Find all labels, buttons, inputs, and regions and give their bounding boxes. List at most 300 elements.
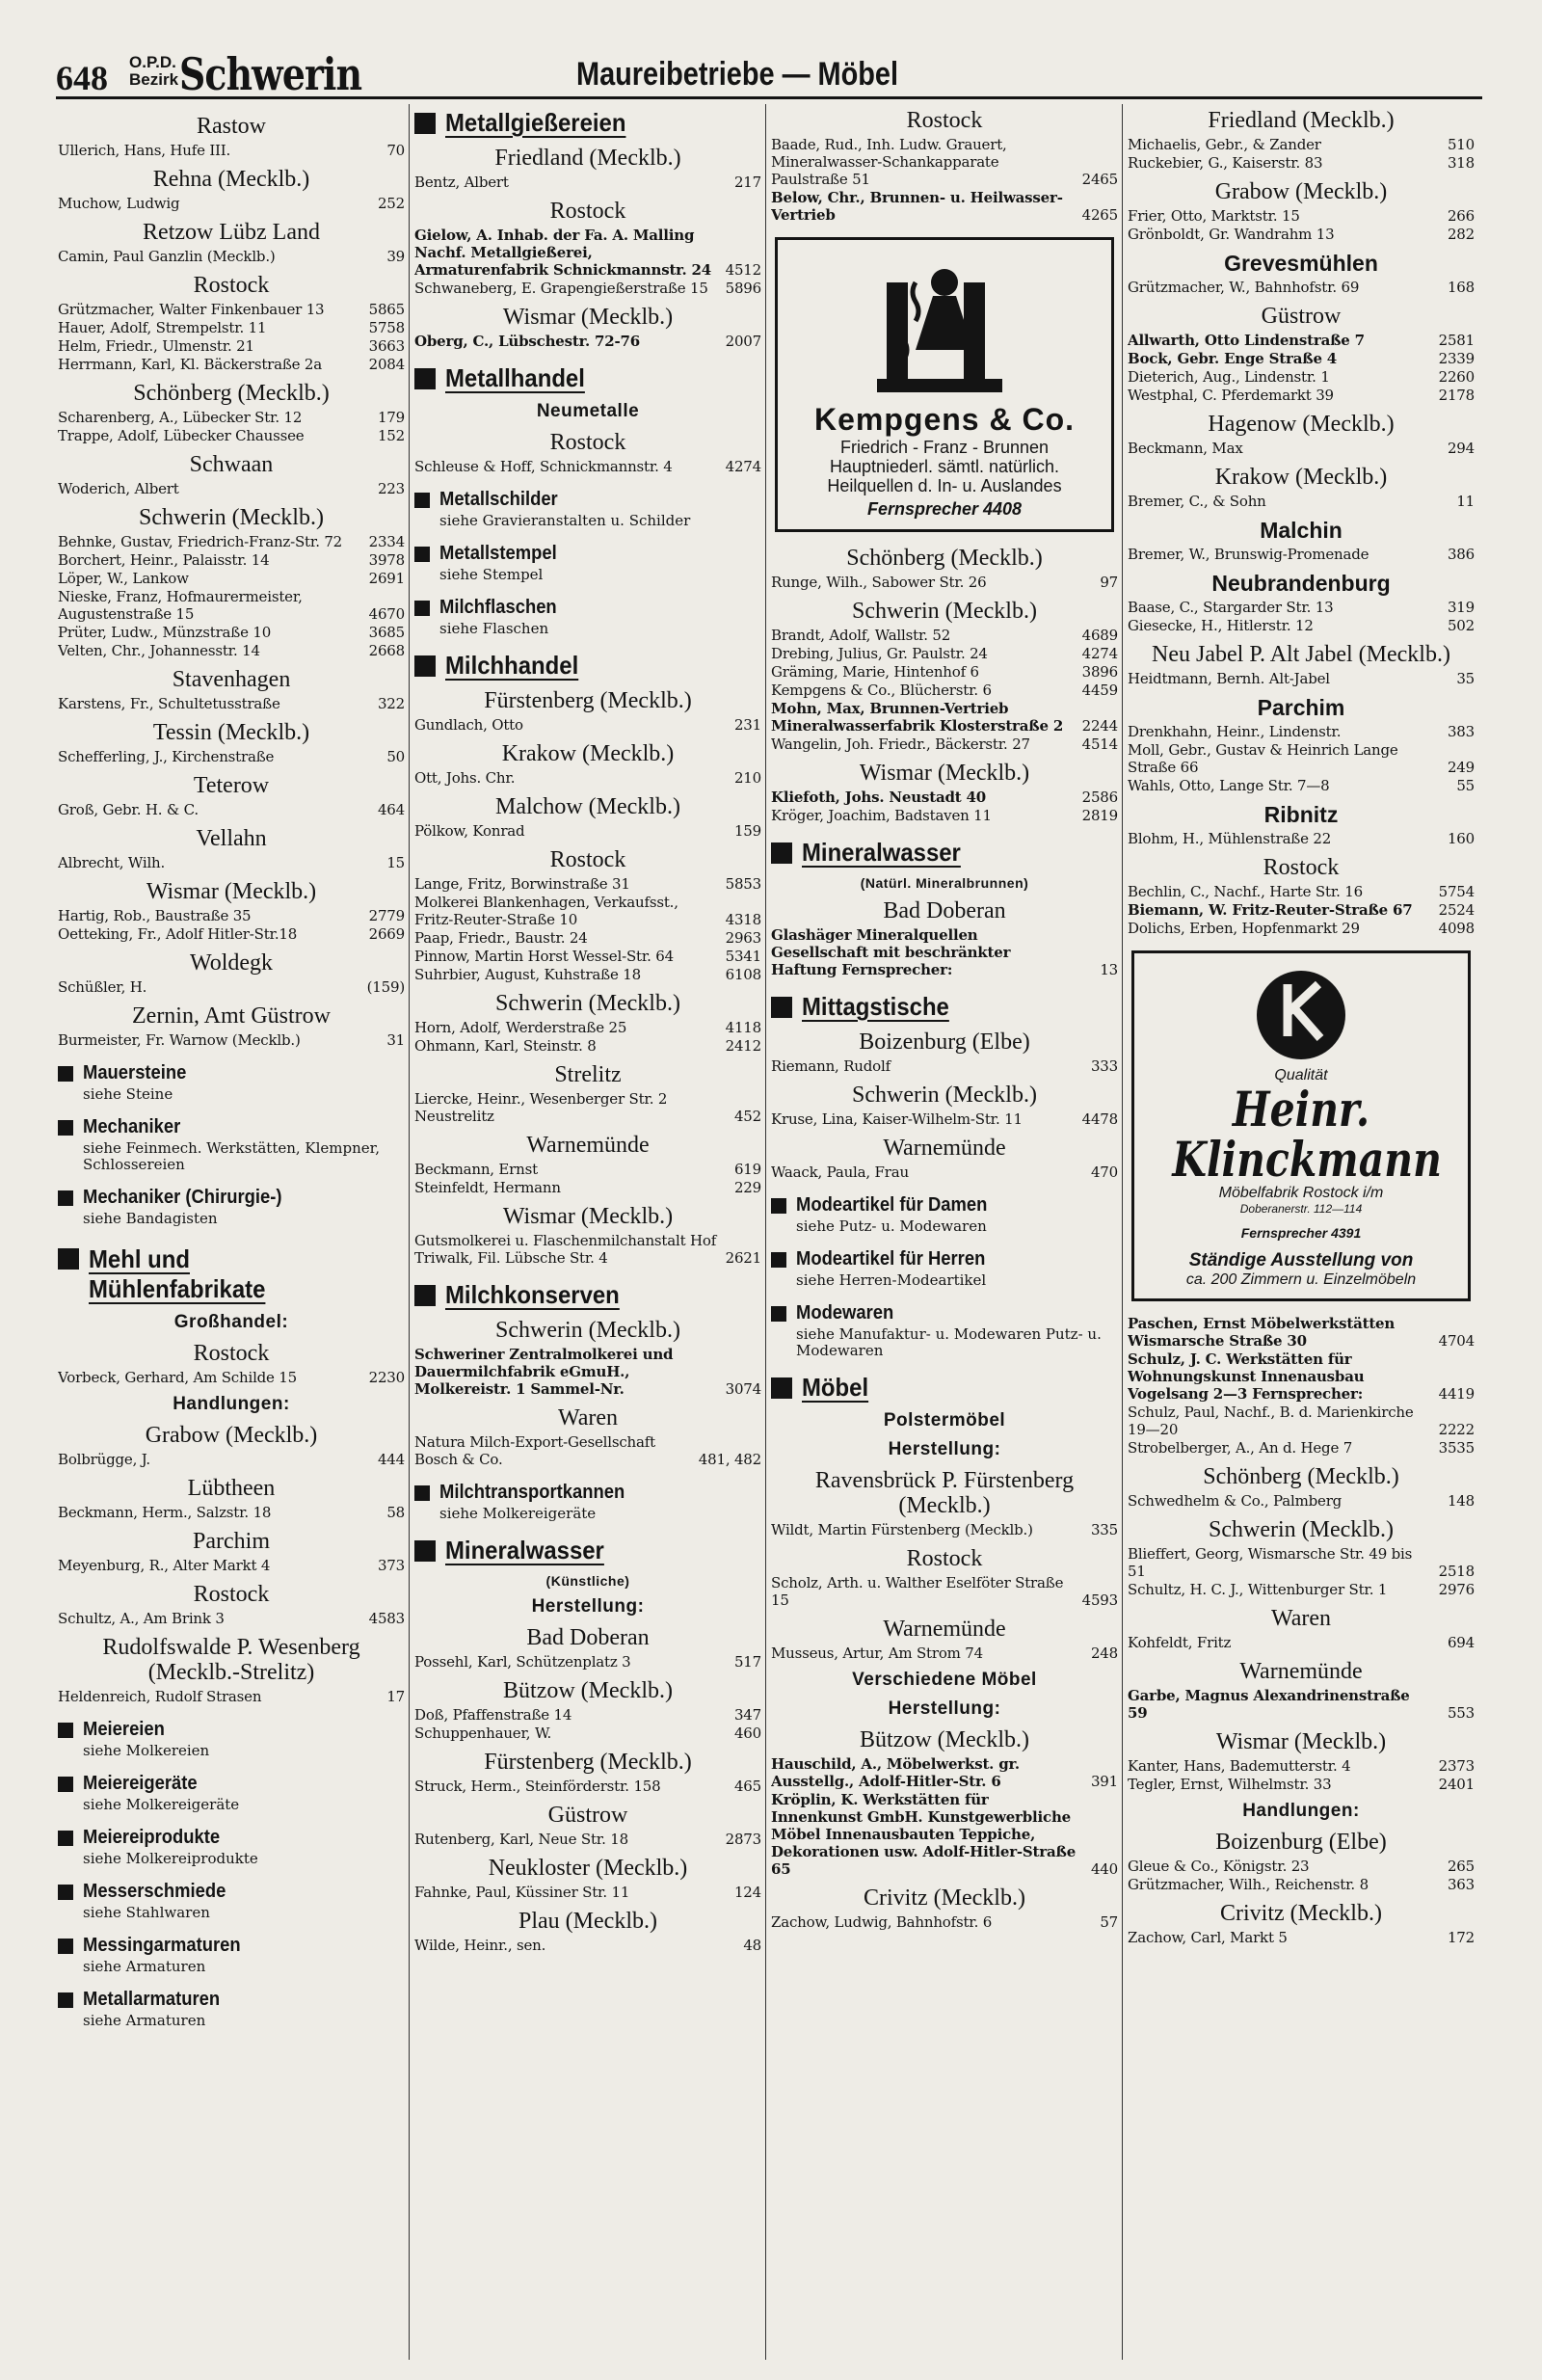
section-title: Metallschilder	[439, 489, 558, 510]
listing-entry	[771, 807, 1118, 824]
listing-entry	[414, 822, 761, 840]
entry-phone: 5896	[725, 280, 761, 297]
group-list	[771, 108, 1118, 224]
entry-name: Grützmacher, W., Bahnhofstr. 69	[1128, 279, 1360, 296]
section-heading	[414, 1280, 761, 1310]
entry-phone: 2244	[1081, 717, 1118, 735]
section-heading	[58, 1935, 405, 1957]
section-list	[414, 489, 761, 637]
entry-name: Gräming, Marie, Hintenhof 6	[771, 663, 979, 681]
see-reference: siehe Steine	[83, 1085, 173, 1103]
entry-name: Camin, Paul Ganzlin (Mecklb.)	[58, 248, 276, 265]
entry-name: Borchert, Heinr., Palaisstr. 14	[58, 551, 270, 569]
entry-name: Liercke, Heinr., Wesenberger Str. 2 Neustrelitz	[414, 1090, 668, 1125]
entry-phone: 318	[1447, 154, 1475, 172]
entry-name: Zachow, Ludwig, Bahnhofstr. 6	[771, 1913, 993, 1931]
place-heading: Bützow (Mecklb.)	[503, 1678, 673, 1703]
ad-phone: Fernsprecher 4408	[866, 499, 1023, 519]
entry-phone: 510	[1447, 136, 1475, 153]
group-list	[1128, 1315, 1475, 1793]
listing-entry	[1128, 279, 1475, 296]
listing-entry	[1128, 368, 1475, 386]
subheading: Handlungen:	[173, 1394, 290, 1414]
listing-entry	[414, 1037, 761, 1055]
entry-name: Horn, Adolf, Werderstraße 25	[414, 1019, 627, 1036]
place-heading: Plau (Mecklb.)	[518, 1909, 657, 1934]
section-heading	[414, 651, 761, 681]
section-bullet	[771, 997, 792, 1018]
section-heading	[414, 597, 761, 619]
listing-entry	[58, 1369, 405, 1386]
listing-entry	[58, 427, 405, 444]
see-reference: siehe Feinmech. Werkstätten, Klempner, Schlossereien	[83, 1139, 380, 1173]
see-reference: siehe Herren-Modeartikel	[796, 1271, 987, 1289]
section-title: Mehl und	[89, 1244, 190, 1273]
entry-phone: 517	[733, 1653, 761, 1671]
entry-phone: 58	[386, 1504, 405, 1521]
entry-name: Dolichs, Erben, Hopfenmarkt 29	[1128, 920, 1360, 937]
entry-phone: 4274	[725, 458, 761, 475]
listing-entry	[1128, 1929, 1475, 1946]
group-list	[771, 898, 1118, 978]
listing-entry	[1128, 670, 1475, 687]
ad-title: Kempgens & Co.	[813, 402, 1076, 437]
place-heading: Vellahn	[196, 826, 267, 851]
listing-entry	[58, 907, 405, 924]
section-heading	[771, 1302, 1118, 1324]
section-heading	[58, 1116, 405, 1138]
listing-entry	[414, 458, 761, 475]
place-heading: Schwaan	[189, 452, 274, 477]
place-heading: Wismar (Mecklb.)	[146, 879, 317, 904]
entry-phone: 481, 482	[698, 1451, 761, 1468]
section-bullet	[58, 1190, 73, 1206]
place-heading: Schwerin (Mecklb.)	[139, 505, 324, 530]
entry-name: Pölkow, Konrad	[414, 822, 525, 840]
entry-phone: 2524	[1438, 901, 1475, 919]
section-list	[58, 1719, 405, 2029]
header-city: Schwerin	[179, 48, 362, 100]
section-bullet	[58, 1939, 73, 1954]
section-bullet	[414, 368, 436, 389]
entry-phone: 363	[1447, 1876, 1475, 1893]
section-heading	[58, 1187, 405, 1209]
entry-phone: 4118	[725, 1019, 761, 1036]
place-heading: Rostock	[549, 847, 626, 872]
ad-line: Möbelfabrik Rostock i/m	[1218, 1185, 1384, 1201]
entry-phone: (159)	[366, 978, 405, 996]
entry-name: Ullerich, Hans, Hufe III.	[58, 142, 231, 159]
entry-name: Garbe, Magnus Alexandrinenstraße 59	[1128, 1687, 1410, 1722]
entry-name: Heidtmann, Bernh. Alt-Jabel	[1128, 670, 1330, 687]
entry-name: Bechlin, C., Nachf., Harte Str. 16	[1128, 883, 1363, 900]
entry-name: Paschen, Ernst Möbelwerkstätten Wismarsche Straße 30	[1128, 1315, 1396, 1350]
entry-phone: 31	[386, 1031, 405, 1049]
entry-name: Biemann, W. Fritz-Reuter-Straße 67	[1128, 901, 1413, 919]
section-title: Modeartikel für Damen	[796, 1194, 988, 1216]
listing-entry	[1128, 1545, 1475, 1580]
see-reference: siehe Bandagisten	[83, 1210, 218, 1227]
place-heading: Schwerin (Mecklb.)	[852, 1083, 1037, 1108]
listing-entry	[58, 319, 405, 336]
listing-entry	[771, 926, 1118, 978]
entry-phone: 319	[1447, 599, 1475, 616]
listing-entry	[771, 682, 1118, 699]
section-title: Milchhandel	[445, 651, 579, 680]
section-heading	[58, 1244, 405, 1304]
entry-phone: 3663	[368, 337, 405, 355]
entry-phone: 4512	[725, 261, 761, 279]
listing-entry	[414, 1778, 761, 1795]
section-bullet	[58, 1831, 73, 1846]
entry-name: Wangelin, Joh. Friedr., Bäckerstr. 27	[771, 735, 1030, 753]
entry-name: Kruse, Lina, Kaiser-Wilhelm-Str. 11	[771, 1110, 1023, 1128]
place-heading: Rudolfswalde P. Wesenberg (Mecklb.-Strelitz)	[102, 1635, 360, 1685]
entry-name: Herrmann, Karl, Kl. Bäckerstraße 2a	[58, 356, 323, 373]
entry-name: Rutenberg, Karl, Neue Str. 18	[414, 1831, 628, 1848]
listing-entry	[58, 248, 405, 265]
listing-entry	[1128, 920, 1475, 937]
section-bullet	[58, 1777, 73, 1792]
entry-phone: 229	[733, 1179, 761, 1196]
entry-name: Fahnke, Paul, Küssiner Str. 11	[414, 1884, 630, 1901]
entry-phone: 2586	[1081, 789, 1118, 806]
listing-entry	[414, 875, 761, 893]
subheading: (Natürl. Mineralbrunnen)	[860, 875, 1029, 891]
place-heading: Fürstenberg (Mecklb.)	[484, 1750, 692, 1775]
entry-phone: 4419	[1438, 1385, 1475, 1403]
section-title: Meiereigeräte	[83, 1773, 198, 1794]
place-heading: Schwerin (Mecklb.)	[495, 1318, 680, 1343]
entry-phone: 2819	[1081, 807, 1118, 824]
place-heading: Zernin, Amt Güstrow	[132, 1003, 331, 1029]
group-list	[414, 146, 761, 350]
entry-name: Ott, Johs. Chr.	[414, 769, 516, 787]
entry-name: Helm, Friedr., Ulmenstr. 21	[58, 337, 254, 355]
listing-entry	[414, 966, 761, 983]
entry-phone: 148	[1447, 1492, 1475, 1510]
entry-phone: 70	[386, 142, 405, 159]
entry-phone: 2581	[1438, 332, 1475, 349]
entry-phone: 179	[377, 409, 405, 426]
entry-name: Schleuse & Hoff, Schnickmannstr. 4	[414, 458, 673, 475]
entry-phone: 2084	[368, 356, 405, 373]
entry-name: Baade, Rud., Inh. Ludw. Grauert, Mineralwasser-Schankapparate Paulstraße 51	[771, 136, 1007, 188]
entry-name: Wilde, Heinr., sen.	[414, 1937, 546, 1954]
entry-phone: 2963	[725, 929, 761, 947]
advertisement-klinckmann	[1131, 950, 1471, 1301]
section-bullet	[771, 1306, 786, 1322]
entry-phone: 386	[1447, 546, 1475, 563]
listing-entry	[771, 1110, 1118, 1128]
entry-name: Kröplin, K. Werkstätten für Innenkunst GmbH. Kunstgewerbliche Möbel Innenausbauten Teppiche, Dekorationen usw. Adolf-Hitler-Straße 65	[771, 1791, 1077, 1878]
entry-name: Gutsmolkerei u. Flaschenmilchanstalt Hof Triwalk, Fil. Lübsche Str. 4	[414, 1232, 717, 1267]
column-3	[771, 106, 1118, 2362]
entry-name: Below, Chr., Brunnen- u. Heilwasser-Vertrieb	[771, 189, 1063, 224]
place-heading: Parchim	[1257, 695, 1345, 720]
place-heading: Ravensbrück P. Fürstenberg (Mecklb.)	[814, 1468, 1075, 1518]
ad-name-1: Heinr.	[1232, 1081, 1370, 1137]
well-figure-icon	[848, 254, 1041, 398]
listing-entry	[1128, 883, 1475, 900]
place-heading: Schwerin (Mecklb.)	[495, 991, 680, 1016]
listing-entry	[414, 716, 761, 734]
entry-phone: 2401	[1438, 1776, 1475, 1793]
entry-name: Gielow, A. Inhab. der Fa. A. Malling Nachf. Metallgießerei, Armaturenfabrik Schnickmannstr. 24	[414, 227, 712, 279]
entry-phone: 2518	[1438, 1563, 1475, 1580]
entry-phone: 50	[386, 748, 405, 765]
section-title-2: Mühlenfabrikate	[89, 1274, 266, 1303]
entry-phone: 152	[377, 427, 405, 444]
entry-phone: 2465	[1081, 171, 1118, 188]
entry-phone: 2412	[725, 1037, 761, 1055]
entry-name: Schultz, A., Am Brink 3	[58, 1610, 225, 1627]
entry-name: Trappe, Adolf, Lübecker Chaussee	[58, 427, 305, 444]
entry-name: Frier, Otto, Marktstr. 15	[1128, 207, 1300, 225]
section-bullet	[414, 547, 430, 562]
listing-entry	[1128, 599, 1475, 616]
listing-entry	[771, 1163, 1118, 1181]
section-heading	[771, 838, 1118, 868]
listing-entry	[771, 574, 1118, 591]
entry-name: Meyenburg, R., Alter Markt 4	[58, 1557, 271, 1574]
entry-phone: 2668	[368, 642, 405, 659]
place-heading: Neukloster (Mecklb.)	[488, 1856, 688, 1881]
entry-name: Brandt, Adolf, Wallstr. 52	[771, 627, 951, 644]
listing-entry	[58, 801, 405, 818]
entry-name: Pinnow, Martin Horst Wessel-Str. 64	[414, 948, 674, 965]
place-heading: Parchim	[193, 1529, 270, 1554]
listing-entry	[1128, 1858, 1475, 1875]
see-reference: siehe Armaturen	[83, 1958, 206, 1975]
entry-phone: 231	[733, 716, 761, 734]
entry-phone: 333	[1090, 1057, 1118, 1075]
place-heading: Schönberg (Mecklb.)	[133, 381, 330, 406]
listing-entry	[1128, 1350, 1475, 1403]
entry-name: Bremer, W., Brunswig-Promenade	[1128, 546, 1369, 563]
section-title: Milchkonserven	[445, 1280, 620, 1309]
section-bullet	[771, 842, 792, 864]
header-topic: Maureibetriebe — Möbel	[576, 56, 899, 93]
section-title: Mineralwasser	[802, 838, 961, 867]
opd-line-2: Bezirk	[129, 70, 179, 89]
section-title: Messingarmaturen	[83, 1935, 241, 1956]
entry-name: Hauschild, A., Möbelwerkst. gr. Ausstellg., Adolf-Hitler-Str. 6	[771, 1755, 1020, 1790]
listing-entry	[58, 1504, 405, 1521]
entry-name: Scholz, Arth. u. Walther Eselföter Straße 15	[771, 1574, 1064, 1609]
listing-entry	[771, 1755, 1118, 1790]
place-heading: Grabow (Mecklb.)	[145, 1423, 318, 1448]
entry-name: Prüter, Ludw., Münzstraße 10	[58, 624, 272, 641]
entry-phone: 4318	[725, 911, 761, 928]
entry-phone: 124	[733, 1884, 761, 1901]
listing-entry	[58, 301, 405, 318]
section-heading	[58, 1989, 405, 2011]
entry-name: Woderich, Albert	[58, 480, 179, 497]
entry-name: Drenkhahn, Heinr., Lindenstr.	[1128, 723, 1342, 740]
entry-phone: 373	[377, 1557, 405, 1574]
entry-phone: 4478	[1081, 1110, 1118, 1128]
entry-phone: 2230	[368, 1369, 405, 1386]
entry-name: Grützmacher, Wilh., Reichenstr. 8	[1128, 1876, 1369, 1893]
listing-entry	[1128, 830, 1475, 847]
entry-name: Musseus, Artur, Am Strom 74	[771, 1645, 983, 1662]
listing-entry	[414, 1706, 761, 1724]
entry-name: Beckmann, Herm., Salzstr. 18	[58, 1504, 272, 1521]
listing-entry	[414, 948, 761, 965]
section-bullet	[58, 1120, 73, 1136]
see-reference: siehe Putz- u. Modewaren	[796, 1217, 987, 1235]
subheading: (Künstliche)	[545, 1573, 630, 1589]
listing-entry	[414, 1232, 761, 1267]
entry-name: Schuppenhauer, W.	[414, 1725, 552, 1742]
entry-phone: 2260	[1438, 368, 1475, 386]
entry-phone: 470	[1090, 1163, 1118, 1181]
section-bullet	[414, 1285, 436, 1306]
entry-name: Beckmann, Max	[1128, 440, 1243, 457]
section-heading	[58, 1827, 405, 1849]
listing-entry	[1128, 154, 1475, 172]
ad-line: Ständige Ausstellung von	[1188, 1250, 1414, 1270]
listing-entry	[414, 929, 761, 947]
entry-phone: 2339	[1438, 350, 1475, 367]
entry-phone: 35	[1456, 670, 1475, 687]
section-bullet	[414, 655, 436, 677]
place-heading: Rostock	[906, 1546, 983, 1571]
place-heading: Bad Doberan	[883, 898, 1006, 923]
listing-entry	[1128, 226, 1475, 243]
listing-entry	[58, 854, 405, 871]
section-heading	[414, 363, 761, 393]
entry-name: Vorbeck, Gerhard, Am Schilde 15	[58, 1369, 297, 1386]
place-heading: Rostock	[1263, 855, 1340, 880]
listing-entry	[414, 1937, 761, 1954]
entry-name: Suhrbier, August, Kuhstraße 18	[414, 966, 641, 983]
section-title: Milchtransportkannen	[439, 1482, 625, 1503]
listing-entry	[771, 627, 1118, 644]
entry-phone: 252	[377, 195, 405, 212]
entry-phone: 3685	[368, 624, 405, 641]
listing-entry	[1128, 1876, 1475, 1893]
ad-phone: Fernsprecher 4391	[1240, 1225, 1362, 1241]
entry-name: Kanter, Hans, Bademutterstr. 4	[1128, 1757, 1351, 1775]
listing-entry	[1128, 1492, 1475, 1510]
place-heading: Wismar (Mecklb.)	[502, 305, 674, 330]
place-heading: Warnemünde	[883, 1136, 1006, 1161]
entry-phone: 460	[733, 1725, 761, 1742]
entry-phone: 3978	[368, 551, 405, 569]
entry-phone: 464	[377, 801, 405, 818]
place-heading: Crivitz (Mecklb.)	[1220, 1901, 1382, 1926]
group-list	[414, 1318, 761, 1468]
entry-phone: 2873	[725, 1831, 761, 1848]
entry-name: Karstens, Fr., Schultetusstraße	[58, 695, 280, 712]
entry-name: Nieske, Franz, Hofmaurermeister, Augustenstraße 15	[58, 588, 303, 623]
place-heading: Rostock	[906, 108, 983, 133]
section-title: Meiereien	[83, 1719, 165, 1740]
place-heading: Grabow (Mecklb.)	[1214, 179, 1388, 204]
column-1	[58, 106, 405, 2362]
section-heading	[58, 1719, 405, 1741]
entry-name: Moll, Gebr., Gustav & Heinrich Lange Straße 66	[1128, 741, 1398, 776]
section-title: Mineralwasser	[445, 1536, 604, 1564]
entry-name: Possehl, Karl, Schützenplatz 3	[414, 1653, 631, 1671]
section-title: Metallgießereien	[445, 108, 626, 137]
entry-phone: 553	[1447, 1704, 1475, 1722]
section-bullet	[414, 1485, 430, 1501]
listing-entry	[771, 1645, 1118, 1662]
section-title: Modewaren	[796, 1302, 894, 1324]
entry-name: Bremer, C., & Sohn	[1128, 493, 1266, 510]
column-2	[414, 106, 761, 2362]
place-heading: Woldegk	[189, 950, 274, 976]
section-bullet	[771, 1252, 786, 1268]
listing-entry	[1128, 1634, 1475, 1651]
entry-phone: 4274	[1081, 645, 1118, 662]
entry-name: Löper, W., Lankow	[58, 570, 189, 587]
listing-entry	[58, 1688, 405, 1705]
section-heading	[58, 1881, 405, 1903]
place-heading: Rostock	[193, 1341, 270, 1366]
entry-phone: 3535	[1438, 1439, 1475, 1457]
place-heading: Neubrandenburg	[1211, 571, 1391, 596]
entry-name: Giesecke, H., Hitlerstr. 12	[1128, 617, 1314, 634]
listing-entry	[771, 1913, 1118, 1931]
entry-phone: 249	[1447, 759, 1475, 776]
listing-entry	[1128, 350, 1475, 367]
subheading: Herstellung:	[888, 1698, 1001, 1719]
listing-entry	[58, 748, 405, 765]
place-heading: Waren	[1270, 1606, 1332, 1631]
entry-name: Ohmann, Karl, Steinstr. 8	[414, 1037, 597, 1055]
entry-phone: 2222	[1438, 1421, 1475, 1438]
place-heading: Waren	[557, 1405, 619, 1431]
group-list	[1128, 108, 1475, 937]
listing-entry	[771, 645, 1118, 662]
entry-name: Strobelberger, A., An d. Hege 7	[1128, 1439, 1353, 1457]
entry-phone: 5341	[725, 948, 761, 965]
listing-entry	[1128, 901, 1475, 919]
entry-phone: 347	[733, 1706, 761, 1724]
entry-name: Waack, Paula, Frau	[771, 1163, 909, 1181]
entry-name: Blieffert, Georg, Wismarsche Str. 49 bis 51	[1128, 1545, 1413, 1580]
see-reference: siehe Molkereien	[83, 1742, 210, 1759]
entry-phone: 55	[1456, 777, 1475, 794]
listing-entry	[1128, 207, 1475, 225]
advertisement-kempgens	[775, 237, 1114, 532]
ad-line: ca. 200 Zimmern u. Einzelmöbeln	[1185, 1271, 1417, 1288]
listing-entry	[58, 1557, 405, 1574]
entry-phone: 391	[1090, 1773, 1118, 1790]
subheading: Herstellung:	[531, 1596, 645, 1617]
listing-entry	[771, 663, 1118, 681]
listing-entry	[771, 1574, 1118, 1609]
listing-entry	[58, 409, 405, 426]
entry-phone: 383	[1447, 723, 1475, 740]
section-bullet	[58, 1066, 73, 1082]
entry-name: Schüßler, H.	[58, 978, 147, 996]
entry-name: Lange, Fritz, Borwinstraße 31	[414, 875, 630, 893]
place-heading: Grevesmühlen	[1224, 251, 1378, 276]
section-bullet	[58, 1885, 73, 1900]
entry-name: Baase, C., Stargarder Str. 13	[1128, 599, 1334, 616]
place-heading: Güstrow	[547, 1803, 628, 1828]
section-title: Milchflaschen	[439, 597, 557, 618]
place-heading: Rehna (Mecklb.)	[152, 167, 310, 192]
entry-phone: 4098	[1438, 920, 1475, 937]
listing-entry	[58, 925, 405, 943]
listing-entry	[414, 174, 761, 191]
